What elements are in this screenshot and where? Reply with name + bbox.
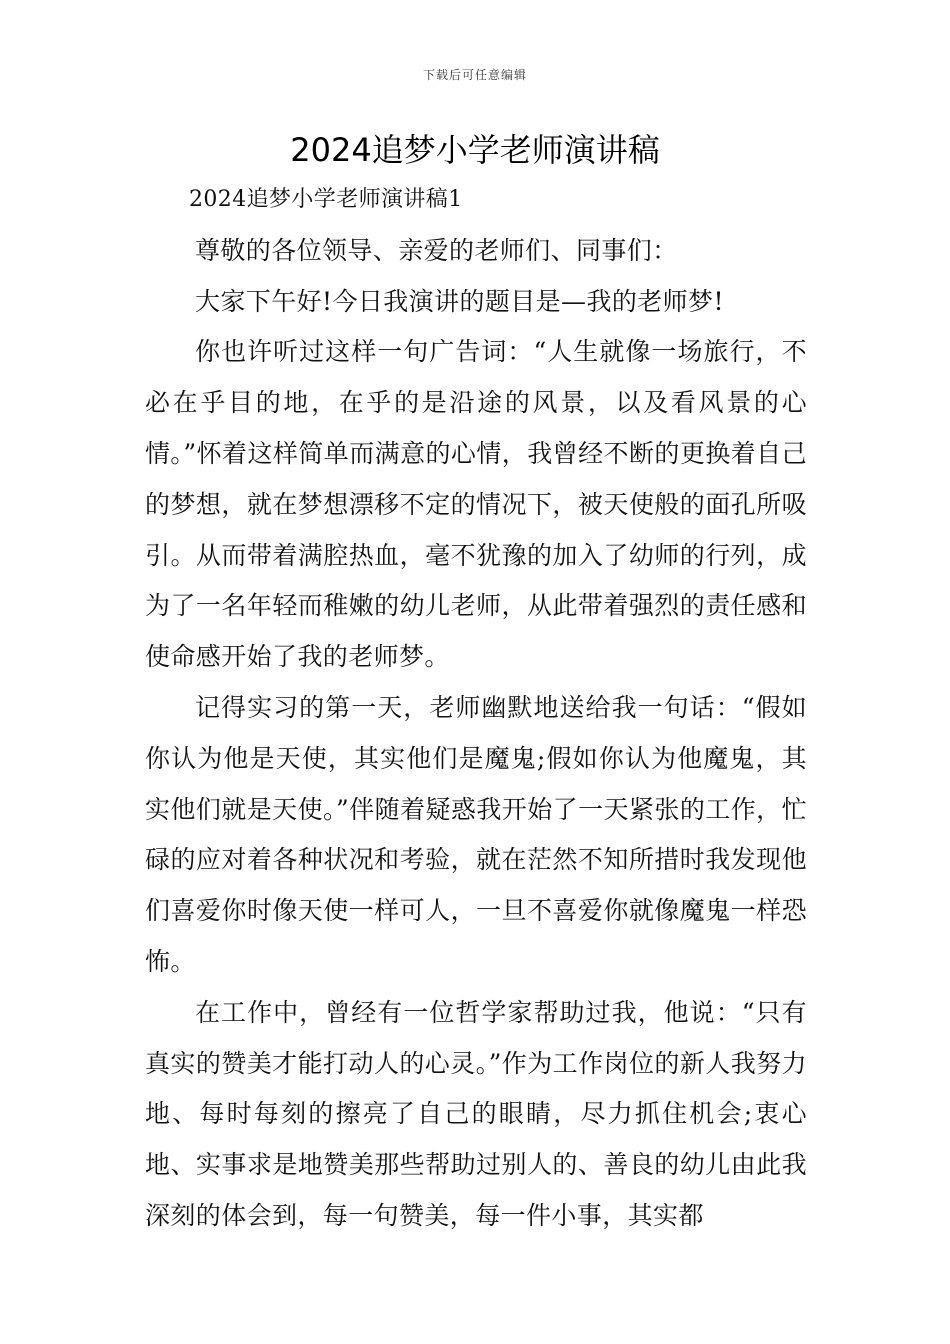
document-title: 2024追梦小学老师演讲稿 xyxy=(290,131,660,169)
body-paragraph: 你也许听过这样一句广告词：“人生就像一场旅行，不必在乎目的地，在乎的是沿途的风景，以及看风景的心情。”怀着这样简单而满意的心情，我曾经不断的更换着自己的梦想，就在梦想漂移不定的情况下，被天使般的面孔所吸引。从而带着满腔热血，毫不犹豫的加入了幼师的行列，成为了一名年轻而稚嫩的幼儿老师，从此带着强烈的责任感和使命感开始了我的老师梦。 xyxy=(145,337,807,672)
salutation-paragraph: 尊敬的各位领导、亲爱的老师们、同事们： xyxy=(195,235,678,265)
body-paragraph: 记得实习的第一天，老师幽默地送给我一句话：“假如你认为他是天使，其实他们是魔鬼;假如你认为他魔鬼，其实他们就是天使。”伴随着疑惑我开始了一天紧张的工作，忙碌的应对着各种状况和考验，就在茫然不知所措时我发现他们喜爱你时像天使一样可人，一旦不喜爱你就像魔鬼一样恐怖。 xyxy=(145,692,807,976)
body-paragraph: 在工作中，曾经有一位哲学家帮助过我，他说：“只有真实的赞美才能打动人的心灵。”作为工作岗位的新人我努力地、每时每刻的擦亮了自己的眼睛，尽力抓住机会;衷心地、实事求是地赞美那些帮助过别人的、善良的幼儿由此我深刻的体会到，每一句赞美，每一件小事，其实都 xyxy=(145,997,807,1230)
greeting-paragraph: 大家下午好!今日我演讲的题目是—我的老师梦! xyxy=(195,286,724,316)
section-heading: 2024追梦小学老师演讲稿1 xyxy=(189,187,463,212)
header-note: 下载后可任意编辑 xyxy=(422,68,527,82)
document-body xyxy=(145,175,807,1242)
